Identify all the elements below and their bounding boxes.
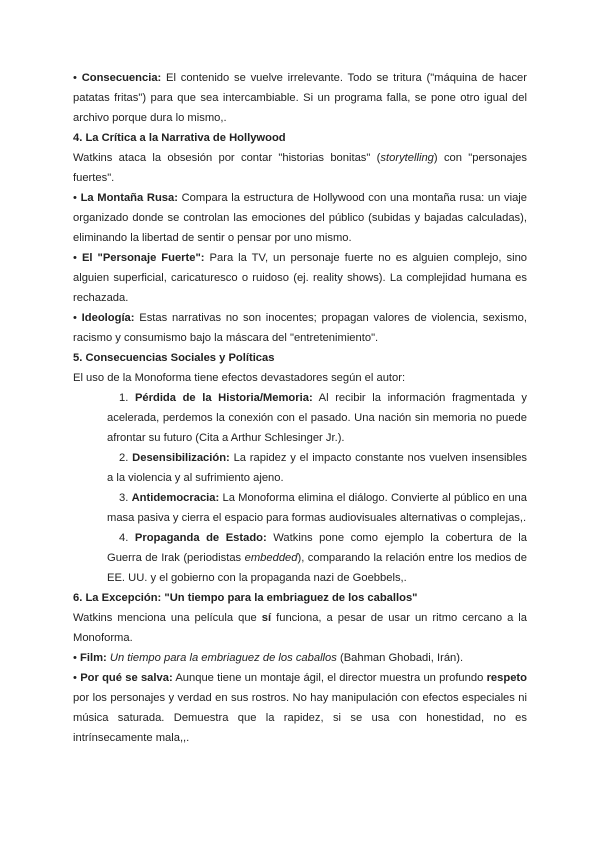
list-item-label: Pérdida de la Historia/Memoria:	[134, 392, 313, 404]
consecuencia-text: El contenido se vuelve irrelevante. Todo se tritura ("máquina de hacer patatas fritas") para que sea intercambiable. Si un programa falla, se pone otro igual del archivo porque dura lo mismo,.	[73, 72, 528, 124]
bullet: •	[73, 312, 77, 324]
list-item-text	[107, 528, 527, 588]
ideologia-label: Ideología:	[81, 312, 135, 324]
film-title: Un tiempo para la embriaguez de los caballos	[109, 652, 337, 664]
list-item-body: La rapidez y el impacto constante nos vuelven insensibles a la violencia y al sufrimiento ajeno.	[107, 452, 528, 484]
personaje-fuerte-text: Para la TV, un personaje fuerte no es alguien complejo, sino alguien superficial, caricaturesco o ruidoso (ej. reality shows). La complejidad humana es rechazada.	[73, 252, 528, 304]
emphasis-respeto: respeto	[486, 672, 527, 684]
consecuencia-label: Consecuencia:	[81, 72, 162, 84]
list-item-label: Desensibilización:	[132, 452, 230, 464]
list-item	[73, 448, 527, 488]
list-item-body: Watkins pone como ejemplo la cobertura de la Guerra de Irak (periodistas	[107, 532, 527, 564]
intro-text-end: funciona, a pesar de usar un ritmo cercano a la Monoforma.	[73, 612, 527, 644]
section-6-intro	[73, 608, 527, 648]
bullet: •	[73, 192, 77, 204]
embedded-term: embedded	[244, 552, 298, 564]
film-label: Film:	[80, 652, 107, 664]
film-paragraph	[73, 648, 527, 668]
list-item-body: La Monoforma elimina el diálogo. Convierte al público en una masa pasiva y cierra el espacio para formas audiovisuales alternativas o complejas,.	[107, 492, 527, 524]
intro-text: Watkins ataca la obsesión por contar "historias bonitas" (	[73, 152, 381, 164]
list-item-body-end: ), comparando la relación entre los medios de EE. UU. y el gobierno con la propaganda nazi de Goebbels,.	[107, 552, 527, 584]
section-6-heading: 6. La Excepción: "Un tiempo para la embriaguez de los caballos"	[73, 592, 418, 604]
personaje-fuerte-paragraph	[73, 248, 527, 308]
list-item-text	[107, 448, 527, 488]
list-number: 2.	[119, 452, 129, 464]
why-label: Por qué se salva:	[80, 672, 173, 684]
list-item-label: Antidemocracia:	[131, 492, 220, 504]
list-item	[73, 388, 527, 448]
list-item-text	[107, 488, 527, 528]
why-text: Aunque tiene un montaje ágil, el director muestra un profundo	[172, 672, 487, 684]
list-item-label: Propaganda de Estado:	[134, 532, 267, 544]
list-number: 4.	[119, 532, 129, 544]
section-4-intro	[73, 148, 527, 188]
section-5-intro: El uso de la Monoforma tiene efectos devastadores según el autor:	[73, 372, 406, 384]
ideologia-text: Estas narrativas no son inocentes; propagan valores de violencia, sexismo, racismo y consumismo bajo la máscara del "entretenimiento".	[73, 312, 528, 344]
list-item	[73, 488, 527, 528]
consequences-list	[73, 388, 527, 588]
bullet: •	[73, 252, 77, 264]
section-4-heading: 4. La Crítica a la Narrativa de Hollywood	[73, 132, 286, 144]
montana-rusa-text: Compara la estructura de Hollywood con una montaña rusa: un viaje organizado donde se controlan las emociones del público (subidas y bajadas calculadas), eliminando la libertad de sentir o pensar por uno mismo.	[73, 192, 527, 244]
list-item	[73, 528, 527, 588]
film-details: (Bahman Ghobadi, Irán).	[336, 652, 464, 664]
personaje-fuerte-label: El "Personaje Fuerte":	[81, 252, 205, 264]
why-text-end: por los personajes y verdad en sus rostros. No hay manipulación con efectos especiales ni música saturada. Demuestra que la rapidez, si se usa con honestidad, no es intrínsecamente mala,,.	[73, 692, 527, 744]
intro-text-end: ) con "personajes fuertes".	[73, 152, 528, 184]
list-item-body: Al recibir la información fragmentada y acelerada, perdemos la conexión con el pasado. Una nación sin memoria no puede afrontar su futuro (Cita a Arthur Schlesinger Jr.).	[107, 392, 527, 444]
montana-rusa-label: La Montaña Rusa:	[80, 192, 178, 204]
document-page	[73, 68, 527, 748]
list-number: 1.	[119, 392, 129, 404]
list-item-text	[107, 388, 527, 448]
emphasis-si: sí	[261, 612, 272, 624]
ideologia-paragraph	[73, 308, 527, 348]
list-number: 3.	[119, 492, 129, 504]
intro-text: Watkins menciona una película que	[73, 612, 262, 624]
bullet: •	[73, 652, 77, 664]
bullet: •	[73, 72, 77, 84]
bullet: •	[73, 672, 77, 684]
montana-rusa-paragraph	[73, 188, 527, 248]
consecuencia-paragraph	[73, 68, 527, 128]
section-5-heading: 5. Consecuencias Sociales y Políticas	[73, 352, 275, 364]
why-paragraph	[73, 668, 527, 748]
storytelling-term: storytelling	[380, 152, 434, 164]
